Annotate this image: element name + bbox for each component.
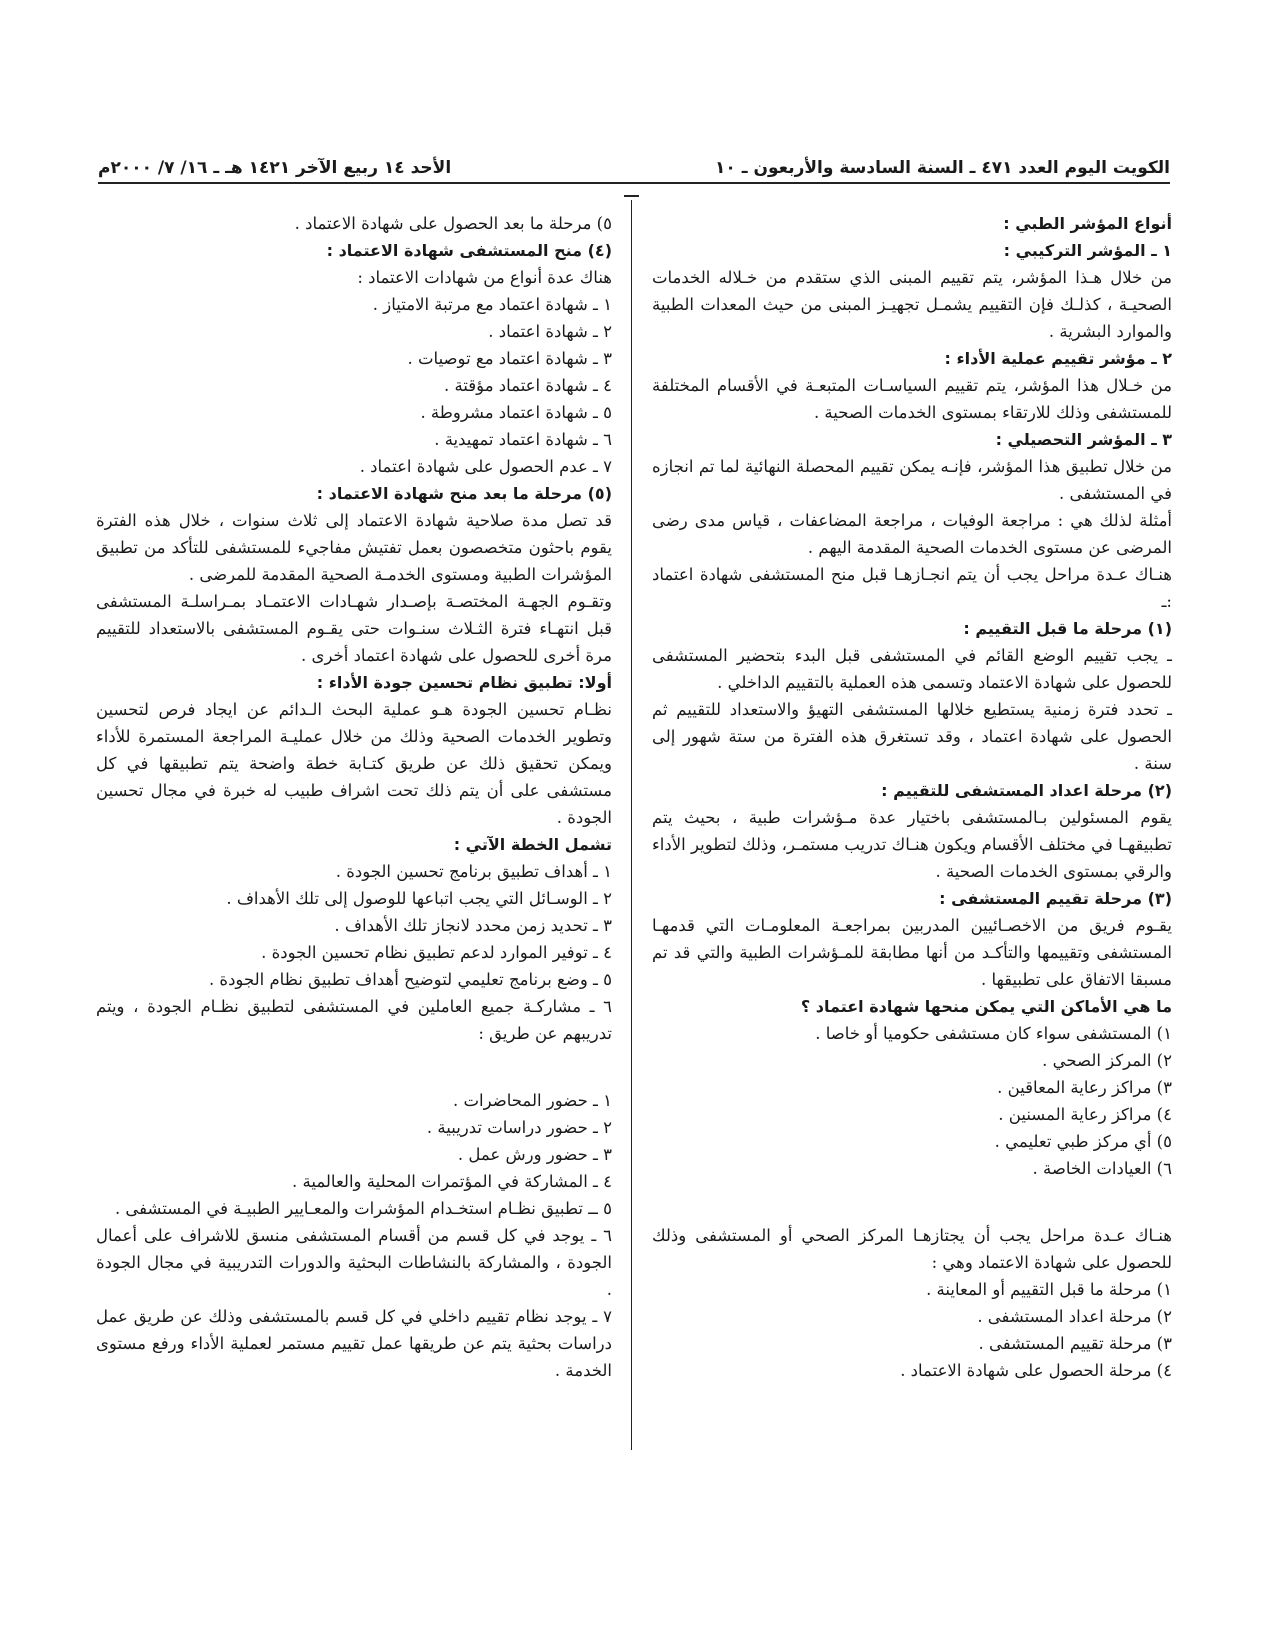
paragraph: نظـام تحسين الجودة هـو عملية البحث الـدائم عن ايجاد فرص لتحسين وتطوير الخدمات الصحية وذلك من خلال عمليـة المراجعة المستمرة للأداء ويمكن تحقيق ذلك عن طريق كتـابة خطة واضحة يتم تطبيقها في كل مستشفى على أن يتم ذلك تحت اشراف طبيب له خبرة في مجال تحسين الجودة .	[96, 700, 612, 827]
list-item: ٦ ـ شهادة اعتماد تمهيدية .	[434, 430, 612, 449]
list-item: ١ ـ حضور المحاضرات .	[453, 1091, 612, 1110]
list-item: ١ ـ أهداف تطبيق برنامج تحسين الجودة .	[335, 862, 612, 881]
list-item: ٤) مراكز رعاية المسنين .	[998, 1105, 1172, 1124]
section-heading: ٢ ـ مؤشر تقييم عملية الأداء :	[944, 349, 1172, 368]
list-item: ٣) مرحلة تقييم المستشفى .	[978, 1334, 1172, 1353]
list-item: ٣) مراكز رعاية المعاقين .	[997, 1078, 1172, 1097]
list-item: ٤ ـ شهادة اعتماد مؤقتة .	[443, 376, 612, 395]
list-item: ٢ ـ الوسـائل التي يجب اتباعها للوصول إلى تلك الأهداف .	[226, 889, 612, 908]
paragraph: ٧ ـ يوجد نظام تقييم داخلي في كل قسم بالمستشفى وذلك عن طريق عمل دراسات بحثية يتم عن طريقها عمل تقييم مستمر لعملية الأداء ورفع مستوى الخدمة .	[96, 1307, 612, 1380]
paragraph: هنـاك عـدة مراحل يجب أن يتم انجـازهـا قبل منح المستشفى شهادة اعتماد :ـ	[652, 565, 1172, 611]
section-heading: أولا: تطبيق نظام تحسين جودة الأداء :	[316, 673, 612, 692]
list-item: ٤ ـ المشاركة في المؤتمرات المحلية والعالمية .	[292, 1172, 612, 1191]
section-heading: ٣ ـ المؤشر التحصيلي :	[995, 430, 1172, 449]
section-heading: (٤) منح المستشفى شهادة الاعتماد :	[326, 241, 612, 260]
list-item: ٢) المركز الصحي .	[1042, 1051, 1172, 1070]
list-item: ٥ ـ وضع برنامج تعليمي لتوضيح أهداف تطبيق نظام الجودة .	[208, 970, 612, 989]
paragraph: يقوم المسئولين بـالمستشفى باختيار عدة مـؤشرات طبية ، بحيث يتم تطبيقهـا في مختلف الأقسام ويكون هنـاك تدريب مستمـر، وذلك لتطوير الأداء والرقي بمستوى الخدمات الصحية .	[652, 808, 1172, 881]
paragraph: هنـاك عـدة مراحل يجب أن يجتازهـا المركز الصحي أو المستشفى وذلك للحصول على شهادة الاعتماد وهي :	[652, 1226, 1172, 1272]
list-item: ٥ ـ شهادة اعتماد مشروطة .	[420, 403, 612, 422]
paragraph: أمثلة لذلك هي : مراجعة الوفيات ، مراجعة المضاعفات ، قياس مدى رضى المرضى عن مستوى الخدمات الصحية المقدمة اليهم .	[652, 511, 1172, 557]
section-heading: (٢) مرحلة اعداد المستشفى للتقييم :	[881, 781, 1172, 800]
paragraph: قد تصل مدة صلاحية شهادة الاعتماد إلى ثلاث سنوات ، خلال هذه الفترة يقوم باحثون متخصصون بعمل تفتيش مفاجيء للمستشفى للتأكد من تطبيق المؤشرات الطبية ومستوى الخدمـة الصحية المقدمة للمرضى .	[96, 511, 612, 584]
paragraph: ٦ ـ مشاركـة جميع العاملين في المستشفى لتطبيق نظـام الجودة ، ويتم تدريبهم عن طريق :	[96, 997, 612, 1043]
paragraph: يقـوم فريق من الاخصـائيين المدربين بمراجعـة المعلومـات التي قدمهـا المستشفى وتقييمها والتأكـد من أنها مطابقة للمـؤشرات الطبية والتي قد تم مسبقا الاتفاق على تطبيقها .	[652, 916, 1172, 989]
list-item: ٢ ـ شهادة اعتماد .	[488, 322, 612, 341]
header-issue-info: الكويت اليوم العدد ٤٧١ ـ السنة السادسة والأربعون ـ ١٠	[715, 158, 1170, 178]
list-item: ٥) أي مركز طبي تعليمي .	[994, 1132, 1172, 1151]
paragraph: من خـلال هذا المؤشر، يتم تقييم السياسـات المتبعـة في الأقسام المختلفة للمستشفى وذلك للارتقاء بمستوى الخدمات الصحية .	[652, 376, 1172, 422]
list-item: ٢) مرحلة اعداد المستشفى .	[977, 1307, 1172, 1326]
paragraph: من خلال تطبيق هذا المؤشر، فإنـه يمكن تقييم المحصلة النهائية لما تم انجازه في المستشفى .	[652, 457, 1172, 503]
column-spacer	[96, 1047, 612, 1087]
paragraph: ـ تحدد فترة زمنية يستطيع خلالها المستشفى التهيؤ والاستعداد للتقييم ثم الحصول على شهادة اعتماد ، وقد تستغرق هذه الفترة من ستة شهور إلى سنة .	[652, 700, 1172, 773]
paragraph: ٦ ـ يوجد في كل قسم من أقسام المستشفى منسق للاشراف على أعمال الجودة ، والمشاركة بالنشاطات البحثية والدورات التدريبية في مجال الجودة .	[96, 1226, 612, 1299]
header-date: الأحد ١٤ ربيع الآخر ١٤٢١ هـ ـ ١٦/ ٧/ ٢٠٠٠م	[98, 158, 452, 178]
list-item: ٣ ـ شهادة اعتماد مع توصيات .	[407, 349, 612, 368]
column-spacer	[652, 1182, 1172, 1222]
paragraph: من خلال هـذا المؤشر، يتم تقييم المبنى الذي ستقدم من خـلاله الخدمات الصحيـة ، كذلـك فإن التقييم يشمـل تجهيـز المبنى من حيث المعدات الطبية والموارد البشرية .	[652, 268, 1172, 341]
left-column	[96, 210, 612, 1384]
page-header	[98, 150, 1170, 178]
list-item: ٦) العيادات الخاصة .	[1032, 1159, 1172, 1178]
column-divider-cross	[624, 195, 639, 197]
list-item: ٤) مرحلة الحصول على شهادة الاعتماد .	[900, 1361, 1172, 1380]
list-item: ٥) مرحلة ما بعد الحصول على شهادة الاعتماد .	[294, 214, 612, 233]
column-divider	[631, 200, 632, 1450]
list-item: ٤ ـ توفير الموارد لدعم تطبيق نظام تحسين الجودة .	[261, 943, 612, 962]
list-item: ٣ ـ حضور ورش عمل .	[457, 1145, 612, 1164]
list-item: ١) مرحلة ما قبل التقييم أو المعاينة .	[926, 1280, 1172, 1299]
paragraph: هناك عدة أنواع من شهادات الاعتماد :	[357, 268, 612, 287]
list-item: ٣ ـ تحديد زمن محدد لانجاز تلك الأهداف .	[334, 916, 612, 935]
list-item: ١) المستشفى سواء كان مستشفى حكوميا أو خاصا .	[815, 1024, 1172, 1043]
section-heading: (٥) مرحلة ما بعد منح شهادة الاعتماد :	[316, 484, 612, 503]
list-item: ٢ ـ حضور دراسات تدريبية .	[426, 1118, 612, 1137]
section-heading: ما هي الأماكن التي يمكن منحها شهادة اعتماد ؟	[800, 997, 1172, 1016]
list-item: ١ ـ شهادة اعتماد مع مرتبة الامتياز .	[372, 295, 612, 314]
list-item: ٧ ـ عدم الحصول على شهادة اعتماد .	[359, 457, 612, 476]
section-heading: أنواع المؤشر الطبي :	[1003, 214, 1172, 233]
paragraph: ـ يجب تقييم الوضع القائم في المستشفى قبل البدء بتحضير المستشفى للحصول على شهادة الاعتماد وتسمى هذه العملية بالتقييم الداخلي .	[652, 646, 1172, 692]
paragraph: ٥ ــ تطبيق نظـام استخـدام المؤشرات والمعـايير الطبيـة في المستشفى .	[114, 1199, 612, 1218]
paragraph: وتقـوم الجهـة المختصـة بإصـدار شهـادات الاعتمـاد بمـراسلـة المستشفى قبل انتهـاء فترة الثـلاث سنـوات حتى يقـوم المستشفى بالاستعداد للتقييم مرة أخرى للحصول على شهادة اعتماد أخرى .	[96, 592, 612, 665]
section-heading: (٣) مرحلة تقييم المستشفى :	[939, 889, 1172, 908]
section-heading: تشمل الخطة الآتي :	[453, 835, 612, 854]
right-column	[652, 210, 1172, 1384]
header-rule	[98, 182, 1170, 184]
section-heading: (١) مرحلة ما قبل التقييم :	[963, 619, 1172, 638]
section-heading: ١ ـ المؤشر التركيبي :	[1003, 241, 1172, 260]
